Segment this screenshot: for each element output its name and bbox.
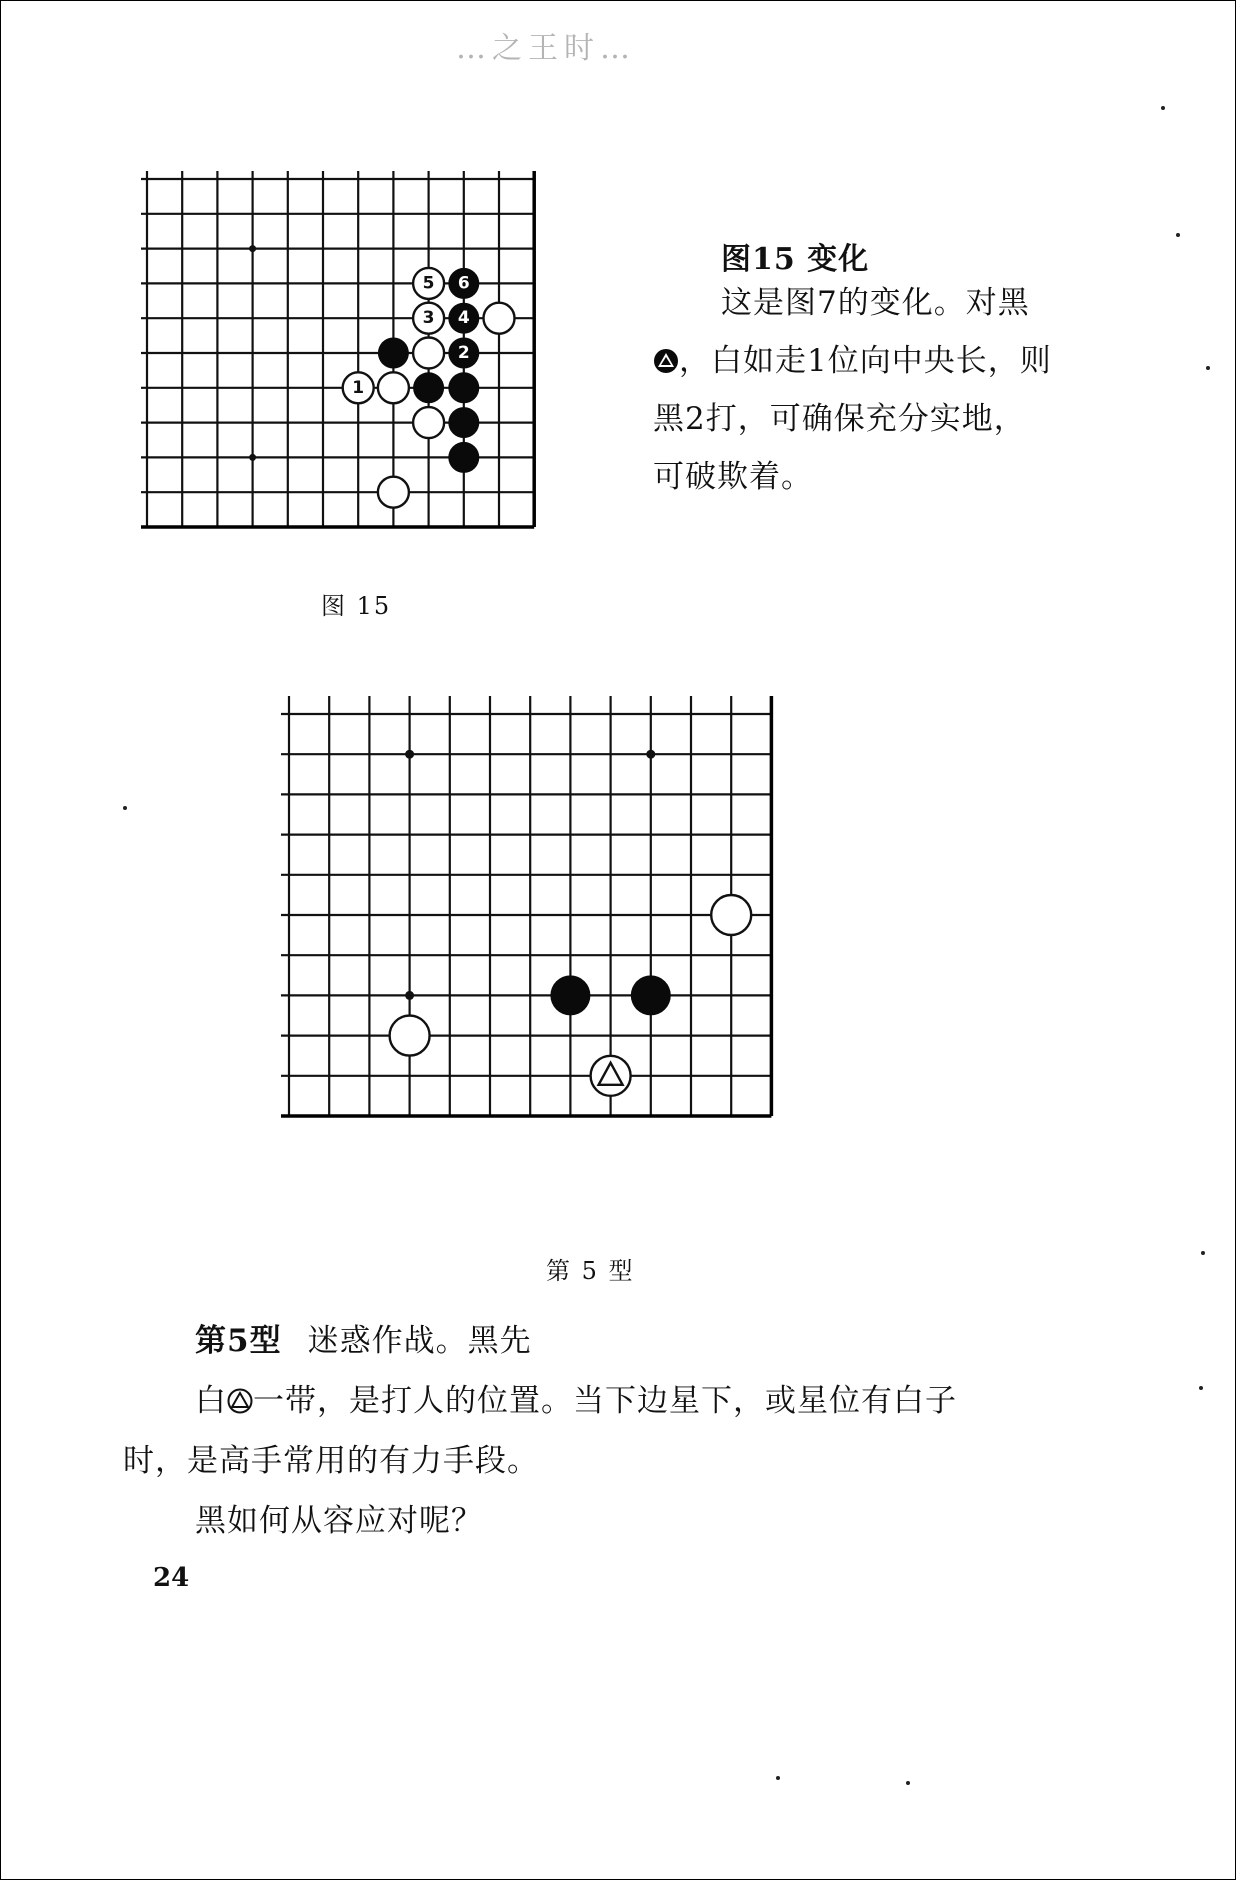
- white-stone: [378, 477, 409, 508]
- white-stone: [711, 895, 751, 935]
- running-head: …之王时…: [456, 31, 636, 66]
- white-stone: [390, 1016, 430, 1056]
- black-stone: [413, 372, 444, 403]
- paragraph-1-line-2: 时，是高手常用的有力手段。: [123, 1443, 539, 1479]
- black-stone: [378, 338, 409, 369]
- stone-number: 5: [422, 273, 435, 294]
- star-point: [249, 245, 256, 252]
- black-stone: [448, 407, 479, 438]
- paragraph-1-part1: 白: [195, 1383, 227, 1419]
- white-triangle-stone-icon: [227, 1388, 253, 1414]
- scan-speck: [1199, 1386, 1203, 1390]
- black-stone: [448, 338, 479, 369]
- paragraph-2: 黑如何从容应对呢？: [195, 1503, 483, 1539]
- scan-speck: [1176, 233, 1180, 237]
- figure-15-board: [141, 169, 581, 549]
- section-heading: [123, 1311, 1083, 1371]
- stone-number: 4: [457, 308, 470, 329]
- figure-15-text-part1: 这是图7的变化。对黑: [721, 285, 1030, 321]
- black-stone: [448, 268, 479, 299]
- section-heading-text: 迷惑作战。黑先: [307, 1323, 532, 1359]
- scan-speck: [776, 1776, 780, 1780]
- figure-15-description: [653, 274, 1053, 506]
- figure-15-caption: 图 15: [321, 592, 392, 620]
- black-stone: [631, 975, 671, 1015]
- black-stone: [448, 372, 479, 403]
- type-5-board: [281, 684, 901, 1214]
- stone-number: 2: [457, 343, 470, 363]
- scan-speck: [1206, 366, 1210, 370]
- scan-speck: [123, 806, 127, 810]
- scan-speck: [906, 1781, 910, 1785]
- stone-number: 6: [457, 273, 470, 294]
- scan-speck: [1201, 1251, 1205, 1255]
- figure-15-text-part2: ，白如走1位向中央长，则黑2打，可确保充分实地，可破欺着。: [653, 343, 1052, 495]
- black-stone: [550, 975, 590, 1015]
- paragraph-1: [123, 1371, 1083, 1431]
- section-body: [123, 1311, 1083, 1551]
- white-stone: [413, 303, 444, 334]
- white-stone: [343, 372, 374, 403]
- type-5-caption: 第 5 型: [546, 1257, 635, 1285]
- paragraph-1-part2: 一带，是打人的位置。当下边星下，或星位有白子: [253, 1383, 957, 1419]
- white-stone: [413, 268, 444, 299]
- white-stone: [484, 303, 515, 334]
- black-triangle-stone-icon: [653, 348, 679, 374]
- white-stone: [378, 372, 409, 403]
- black-stone: [448, 303, 479, 334]
- white-stone: [413, 338, 444, 369]
- page-number: 24: [153, 1563, 190, 1593]
- star-point: [405, 750, 414, 759]
- white-stone: [413, 407, 444, 438]
- stone-number: 1: [352, 377, 365, 398]
- star-point: [646, 750, 655, 759]
- black-stone: [448, 442, 479, 473]
- section-heading-label: 第5型: [195, 1323, 282, 1359]
- star-point: [405, 991, 414, 1000]
- figure-15-title: 图15 变化: [721, 242, 870, 277]
- star-point: [249, 454, 256, 461]
- stone-number: 3: [422, 308, 435, 329]
- white-triangle-marked-stone: [591, 1056, 631, 1096]
- scan-speck: [1161, 106, 1165, 110]
